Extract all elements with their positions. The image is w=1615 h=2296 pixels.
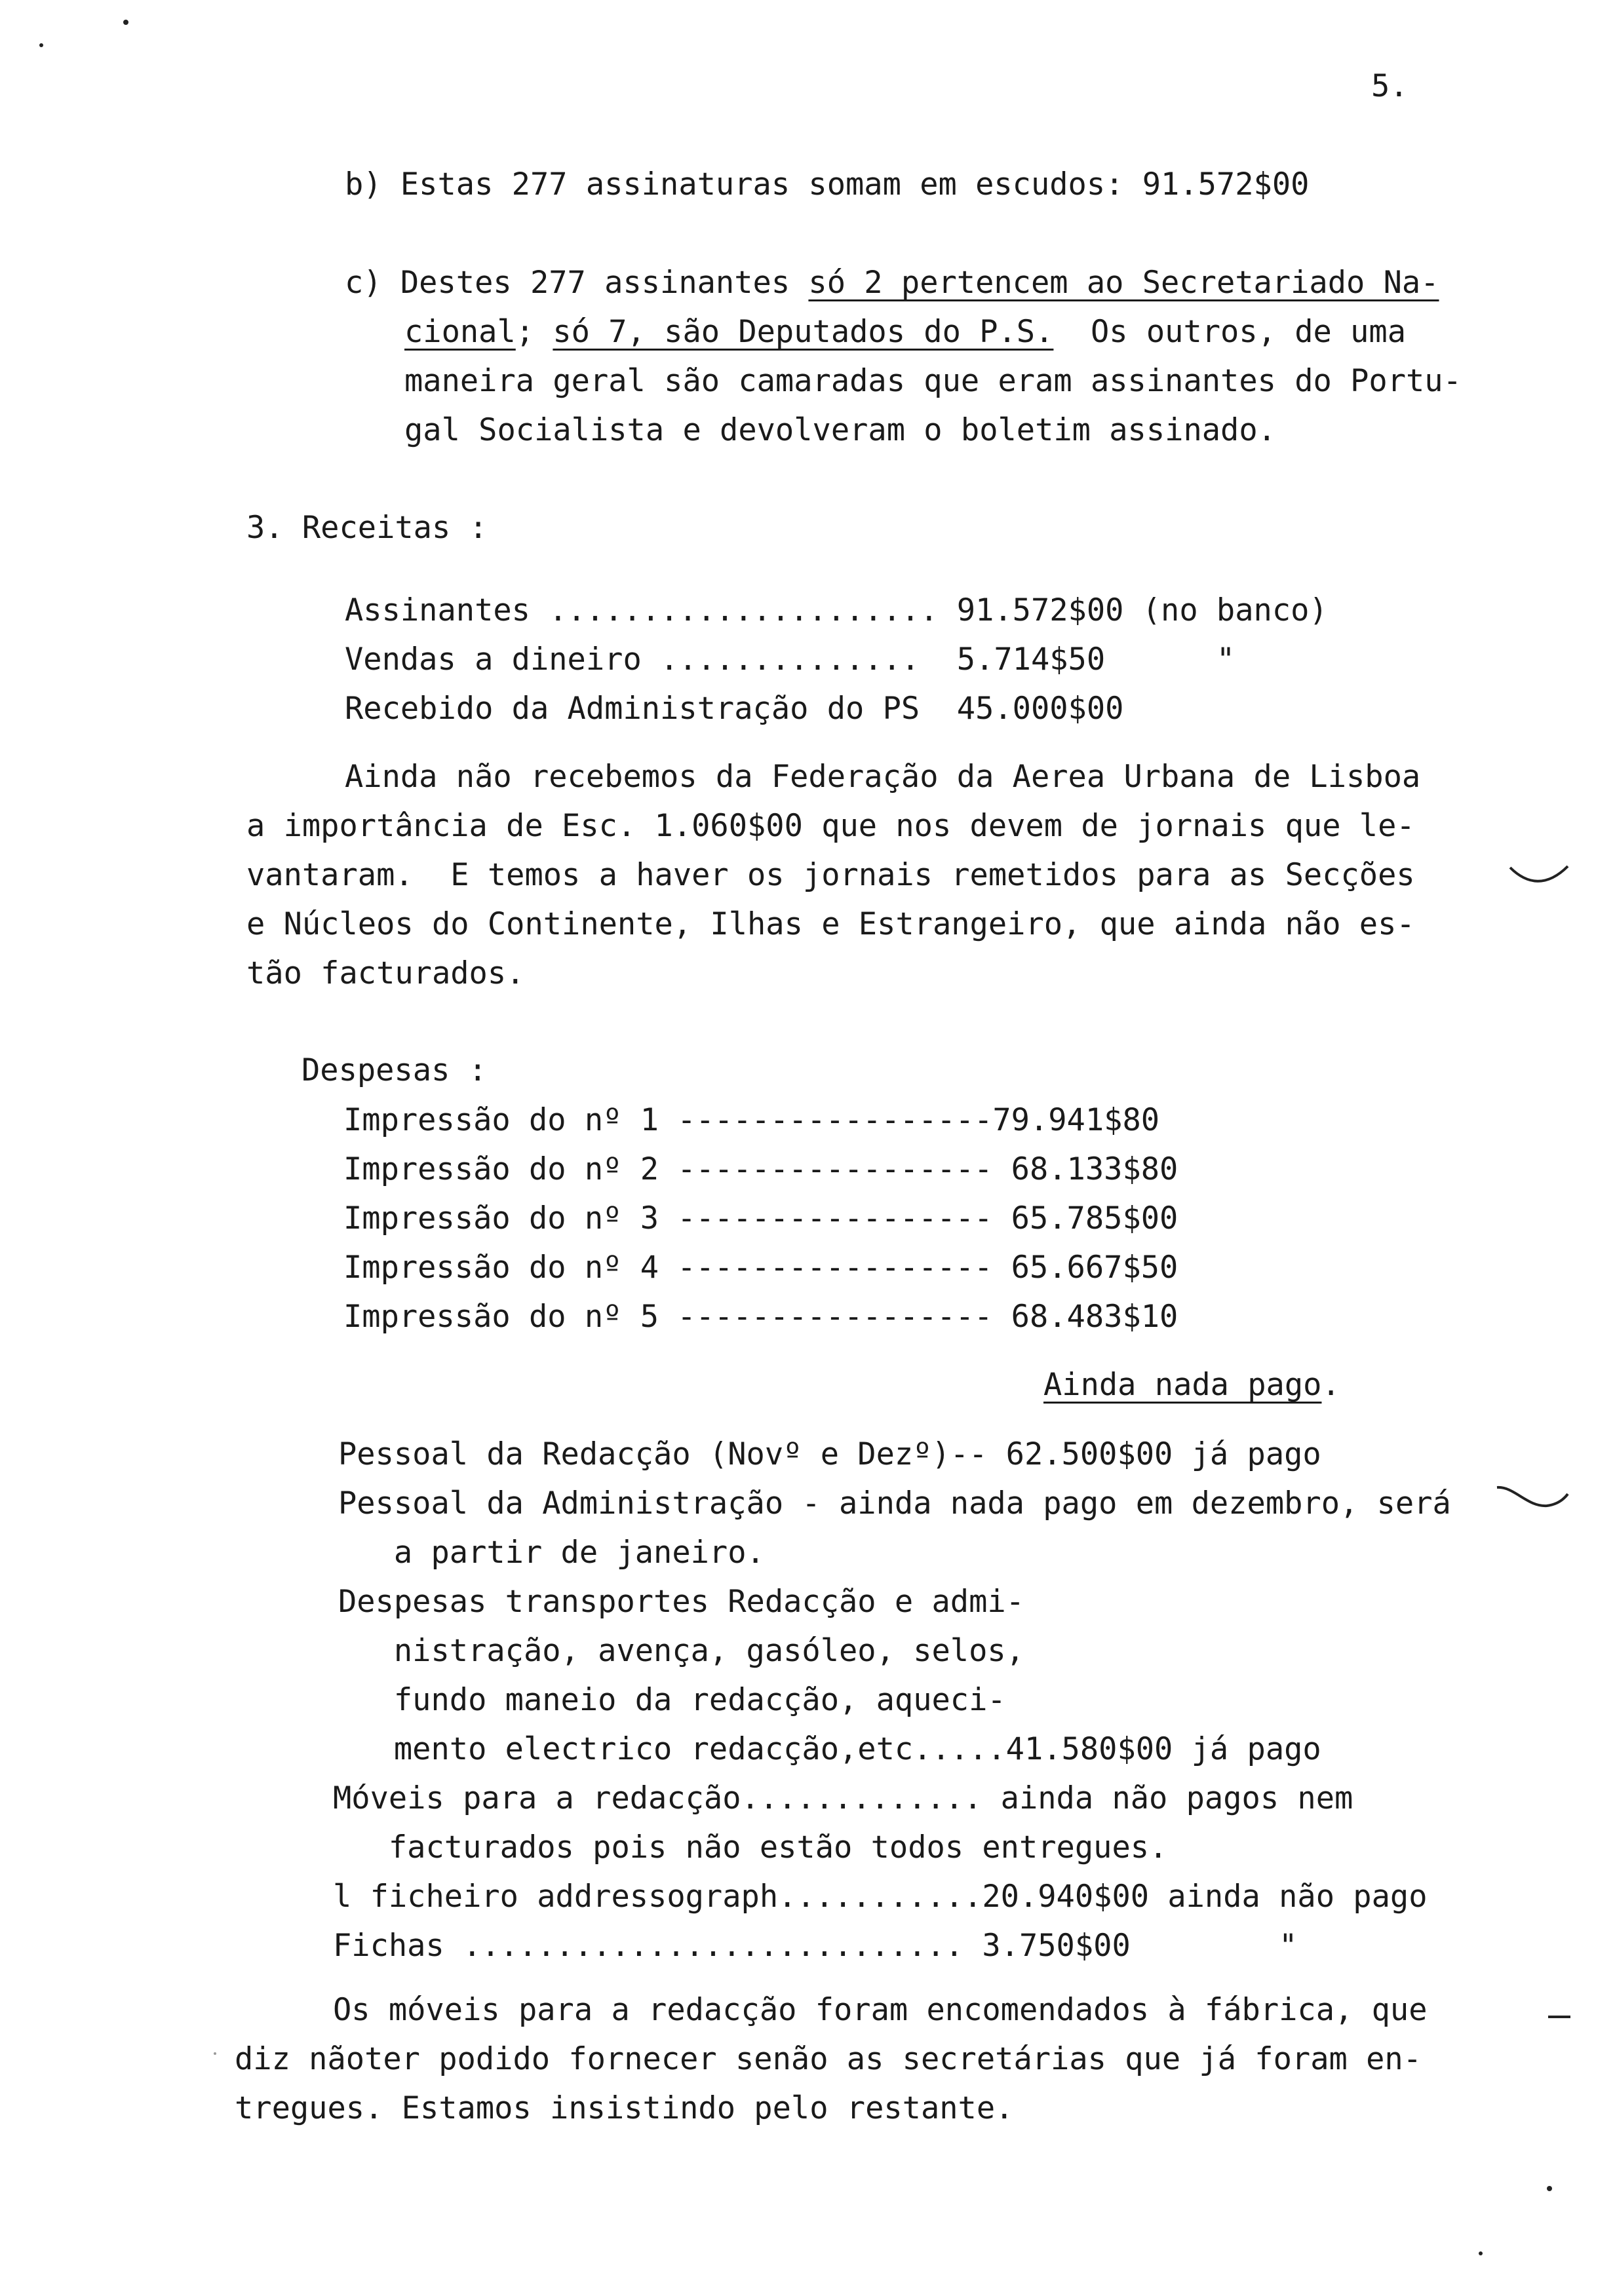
receitas-heading: 3. Receitas : (246, 510, 488, 546)
despesa-line: Móveis para a redacção............. ainda não pagos nem (333, 1780, 1353, 1816)
scan-speck (1547, 2186, 1552, 2191)
impressao-row: Impressão do nº 5 ----------------- 68.483$10 (343, 1299, 1178, 1335)
despesa-line: Pessoal da Administração - ainda nada pago em dezembro, será (338, 1485, 1451, 1521)
despesa-line: Pessoal da Redacção (Novº e Dezº)-- 62.500$00 já pago (338, 1436, 1321, 1472)
despesa-line: nistração, avença, gasóleo, selos, (338, 1633, 1024, 1669)
paragraph-line: Ainda não recebemos da Federação da Aerea Urbana de Lisboa (345, 759, 1421, 795)
paragraph-line: diz nãoter podido fornecer senão as secretárias que já foram en- (235, 2041, 1422, 2077)
margin-tick-mark (1508, 858, 1570, 891)
margin-tick-mark (1494, 1482, 1570, 1515)
impressao-row: Impressão do nº 4 ----------------- 65.667$50 (343, 1250, 1178, 1286)
despesa-line: Despesas transportes Redacção e admi- (338, 1584, 1024, 1620)
impressao-row: Impressão do nº 1 -----------------79.941$80 (343, 1102, 1160, 1138)
despesa-line: facturados pois não estão todos entregues. (333, 1829, 1168, 1866)
page-number: 5. (1371, 68, 1409, 104)
despesa-line: a partir de janeiro. (338, 1535, 765, 1571)
paragraph-line: a importância de Esc. 1.060$00 que nos devem de jornais que le- (246, 808, 1415, 844)
despesa-line: mento electrico redacção,etc.....41.580$00 já pago (338, 1731, 1321, 1767)
despesa-line: l ficheiro addressograph...........20.940$00 ainda não pago (333, 1879, 1428, 1915)
scan-speck (123, 20, 128, 25)
not-paid-note (1043, 1367, 1340, 1403)
despesas-heading: Despesas : (302, 1052, 487, 1088)
paragraph-line: tão facturados. (246, 955, 525, 991)
item-c-text: c) Destes 277 assinantes (345, 265, 809, 301)
item-c-line-2 (404, 314, 1407, 350)
item-c-underlined: só 7, são Deputados do P.S. (553, 314, 1054, 350)
despesa-line: Fichas ........................... 3.750$00 " (333, 1928, 1298, 1964)
receitas-row: Recebido da Administração do PS 45.000$00 (345, 691, 1124, 727)
item-c-text: ; (515, 314, 553, 350)
margin-dash-mark (1548, 2016, 1570, 2018)
receitas-row: Vendas a dineiro .............. 5.714$50 " (345, 641, 1236, 678)
item-b: b) Estas 277 assinaturas somam em escudos: 91.572$00 (345, 166, 1310, 202)
impressao-row: Impressão do nº 2 ----------------- 68.133$80 (343, 1151, 1178, 1187)
paragraph-line: vantaram. E temos a haver os jornais remetidos para as Secções (246, 857, 1415, 893)
receitas-row: Assinantes ..................... 91.572$00 (no banco) (345, 592, 1328, 628)
not-paid-period: . (1321, 1367, 1340, 1403)
paragraph-line: e Núcleos do Continente, Ilhas e Estrangeiro, que ainda não es- (246, 906, 1415, 942)
scan-speck (214, 2052, 216, 2055)
not-paid-underlined: Ainda nada pago (1043, 1367, 1322, 1403)
item-c-underlined: só 2 pertencem ao Secretariado Na- (808, 265, 1439, 301)
item-c-underlined: cional (404, 314, 516, 350)
impressao-row: Impressão do nº 3 ----------------- 65.785$00 (343, 1200, 1178, 1236)
item-c-text: Os outros, de uma (1053, 314, 1407, 350)
item-c-line-1 (345, 265, 1439, 301)
scan-speck (39, 43, 43, 47)
despesa-line: fundo maneio da redacção, aqueci- (338, 1682, 1006, 1718)
scan-speck (1479, 2251, 1483, 2255)
item-c-line-4: gal Socialista e devolveram o boletim assinado. (404, 412, 1276, 448)
item-c-line-3: maneira geral são camaradas que eram assinantes do Portu- (404, 363, 1462, 399)
paragraph-line: Os móveis para a redacção foram encomendados à fábrica, que (333, 1992, 1428, 2028)
paragraph-line: tregues. Estamos insistindo pelo restante. (235, 2090, 1014, 2126)
